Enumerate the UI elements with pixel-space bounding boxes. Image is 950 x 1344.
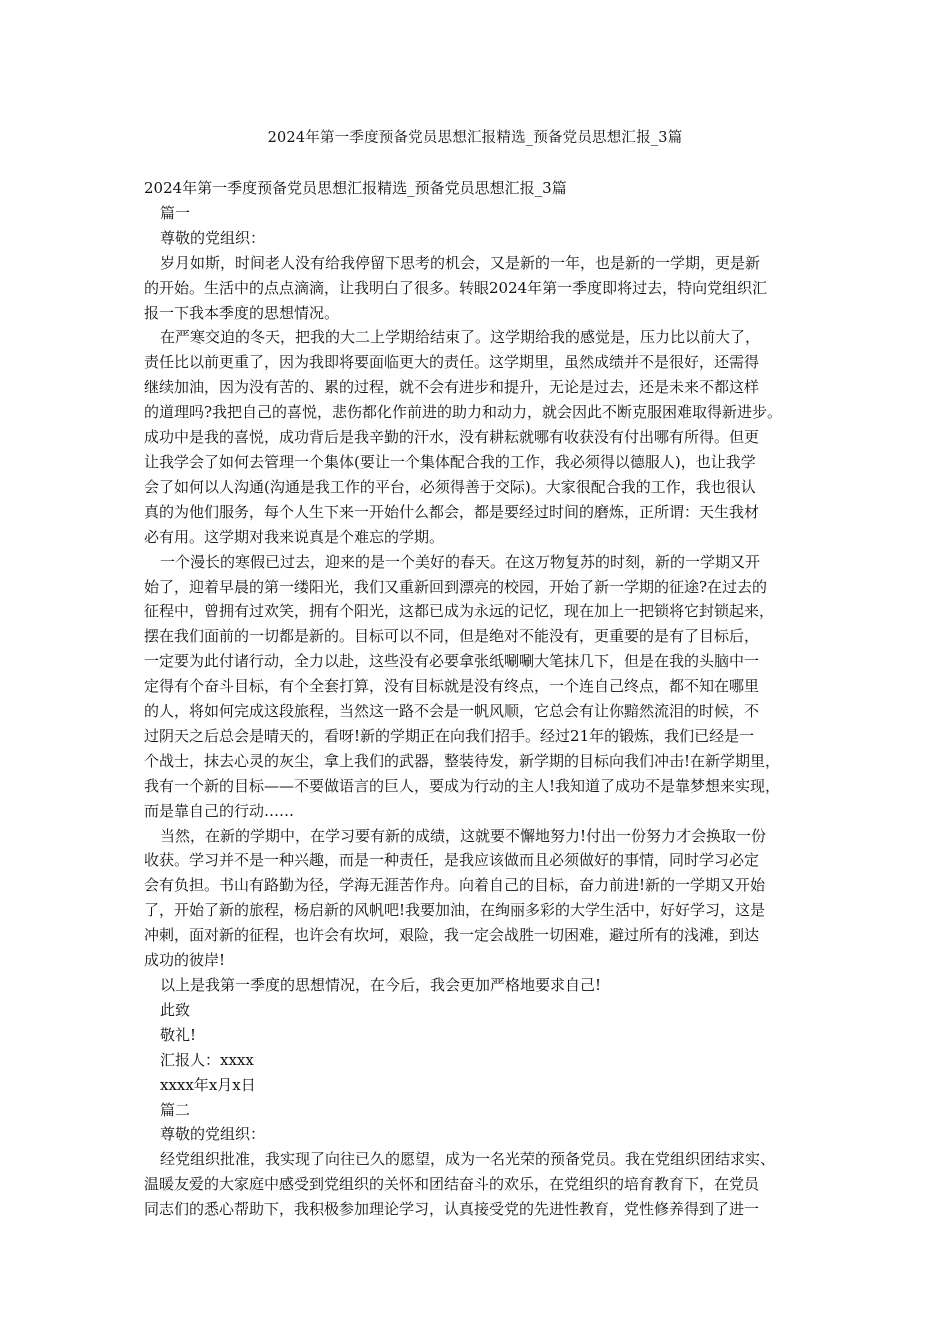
- text-line: 冲刺，面对新的征程，也许会有坎坷，艰险，我一定会战胜一切困难，避过所有的浅滩，到达: [144, 926, 760, 945]
- text-line: 同志们的悉心帮助下，我积极参加理论学习，认真接受党的先进性教育，党性修养得到了进一: [144, 1200, 760, 1219]
- text-line: 摆在我们面前的一切都是新的。目标可以不同，但是绝对不能没有，更重要的是有了目标后，: [144, 627, 760, 646]
- text-line: 真的为他们服务，每个人生下来一开始什么都会，都是要经过时间的磨炼，正所谓：天生我材: [144, 502, 760, 521]
- text-line: 尊敬的党组织：: [160, 228, 266, 247]
- text-line: 继续加油，因为没有苦的、累的过程，就不会有进步和提升，无论是过去，还是未来不都这样: [144, 378, 760, 397]
- text-line: 个战士，抹去心灵的灰尘，拿上我们的武器，整装待发，新学期的目标向我们冲击!在新学期里，: [144, 751, 781, 770]
- text-line: 会了如何以人沟通(沟通是我工作的平台，必须得善于交际)。大家很配合我的工作，我也很认: [144, 477, 756, 496]
- text-line: 当然，在新的学期中，在学习要有新的成绩，这就要不懈地努力!付出一份努力才会换取一份: [160, 826, 767, 845]
- text-line: 此致: [160, 1000, 191, 1019]
- text-line: 温暖友爱的大家庭中感受到党组织的关怀和团结奋斗的欢乐，在党组织的培育教育下，在党员: [144, 1175, 760, 1194]
- text-line: 责任比以前更重了，因为我即将要面临更大的责任。这学期里，虽然成绩并不是很好，还需得: [144, 353, 760, 372]
- text-line: 2024年第一季度预备党员思想汇报精选_预备党员思想汇报_3篇: [144, 179, 567, 197]
- text-line: 岁月如斯，时间老人没有给我停留下思考的机会，又是新的一年，也是新的一学期，更是新: [160, 253, 761, 272]
- text-line: 尊敬的党组织：: [160, 1125, 266, 1144]
- text-line: xxxx年x月x日: [160, 1075, 256, 1094]
- text-line: 的道理吗?我把自己的喜悦，悲伤都化作前进的助力和动力，就会因此不断克服困难取得新进步。: [144, 403, 783, 422]
- text-line: 成功中是我的喜悦，成功背后是我辛勤的汗水，没有耕耘就哪有收获没有付出哪有所得。但更: [144, 428, 760, 447]
- text-line: 成功的彼岸!: [144, 951, 226, 970]
- text-line: 经党组织批准，我实现了向往已久的愿望，成为一名光荣的预备党员。我在党组织团结求实、: [160, 1150, 776, 1169]
- text-line: 在严寒交迫的冬天，把我的大二上学期给结束了。这学期给我的感觉是，压力比以前大了，: [160, 328, 761, 347]
- text-line: 始了，迎着早晨的第一缕阳光，我们又重新回到漂亮的校园，开始了新一学期的征途?在过去的: [144, 577, 768, 596]
- text-line: 会有负担。书山有路勤为径，学海无涯苦作舟。向着自己的目标，奋力前进!新的一学期又开始: [144, 876, 766, 895]
- text-line: 让我学会了如何去管理一个集体(要让一个集体配合我的工作，我必须得以德服人)，也让我学: [144, 452, 756, 471]
- text-line: 篇二: [160, 1100, 191, 1119]
- text-line: 的开始。生活中的点点滴滴，让我明白了很多。转眼2024年第一季度即将过去，特向党组织汇: [144, 278, 768, 297]
- text-line: 以上是我第一季度的思想情况，在今后，我会更加严格地要求自己!: [160, 976, 602, 994]
- text-line: 篇一: [160, 203, 191, 222]
- text-line: 而是靠自己的行动……: [144, 801, 295, 820]
- text-line: 一个漫长的寒假已过去，迎来的是一个美好的春天。在这万物复苏的时刻，新的一学期又开: [160, 552, 761, 571]
- text-line: 我有一个新的目标——不要做语言的巨人，要成为行动的主人!我知道了成功不是靠梦想来实现，: [144, 776, 781, 795]
- text-line: 过阴天之后总会是晴天的，看呀!新的学期正在向我们招手。经过21年的锻炼，我们已经是一: [144, 726, 755, 745]
- text-line: 的人，将如何完成这段旅程，当然这一路不会是一帆风顺，它总会有让你黯然流泪的时候，不: [144, 702, 760, 721]
- text-line: 敬礼!: [160, 1025, 197, 1044]
- text-line: 征程中，曾拥有过欢笑，拥有个阳光，这都已成为永远的记忆，现在加上一把锁将它封锁起来，: [144, 602, 775, 621]
- text-line: 汇报人：xxxx: [160, 1050, 254, 1069]
- text-line: 报一下我本季度的思想情况。: [144, 303, 340, 322]
- text-line: 必有用。这学期对我来说真是个难忘的学期。: [144, 527, 445, 546]
- text-line: 定得有个奋斗目标，有个全套打算，没有目标就是没有终点，一个连自己终点，都不知在哪里: [144, 677, 760, 696]
- text-line: 了，开始了新的旅程，杨启新的风帆吧!我要加油，在绚丽多彩的大学生活中，好好学习，这是: [144, 901, 766, 920]
- document-body: [144, 176, 814, 1222]
- text-line: 收获。学习并不是一种兴趣，而是一种责任，是我应该做而且必须做好的事情，同时学习必定: [144, 851, 760, 870]
- page-title: 2024年第一季度预备党员思想汇报精选_预备党员思想汇报_3篇: [267, 130, 683, 146]
- text-line: 一定要为此付诸行动，全力以赴，这些没有必要拿张纸唰唰大笔抹几下，但是在我的头脑中一: [144, 652, 760, 671]
